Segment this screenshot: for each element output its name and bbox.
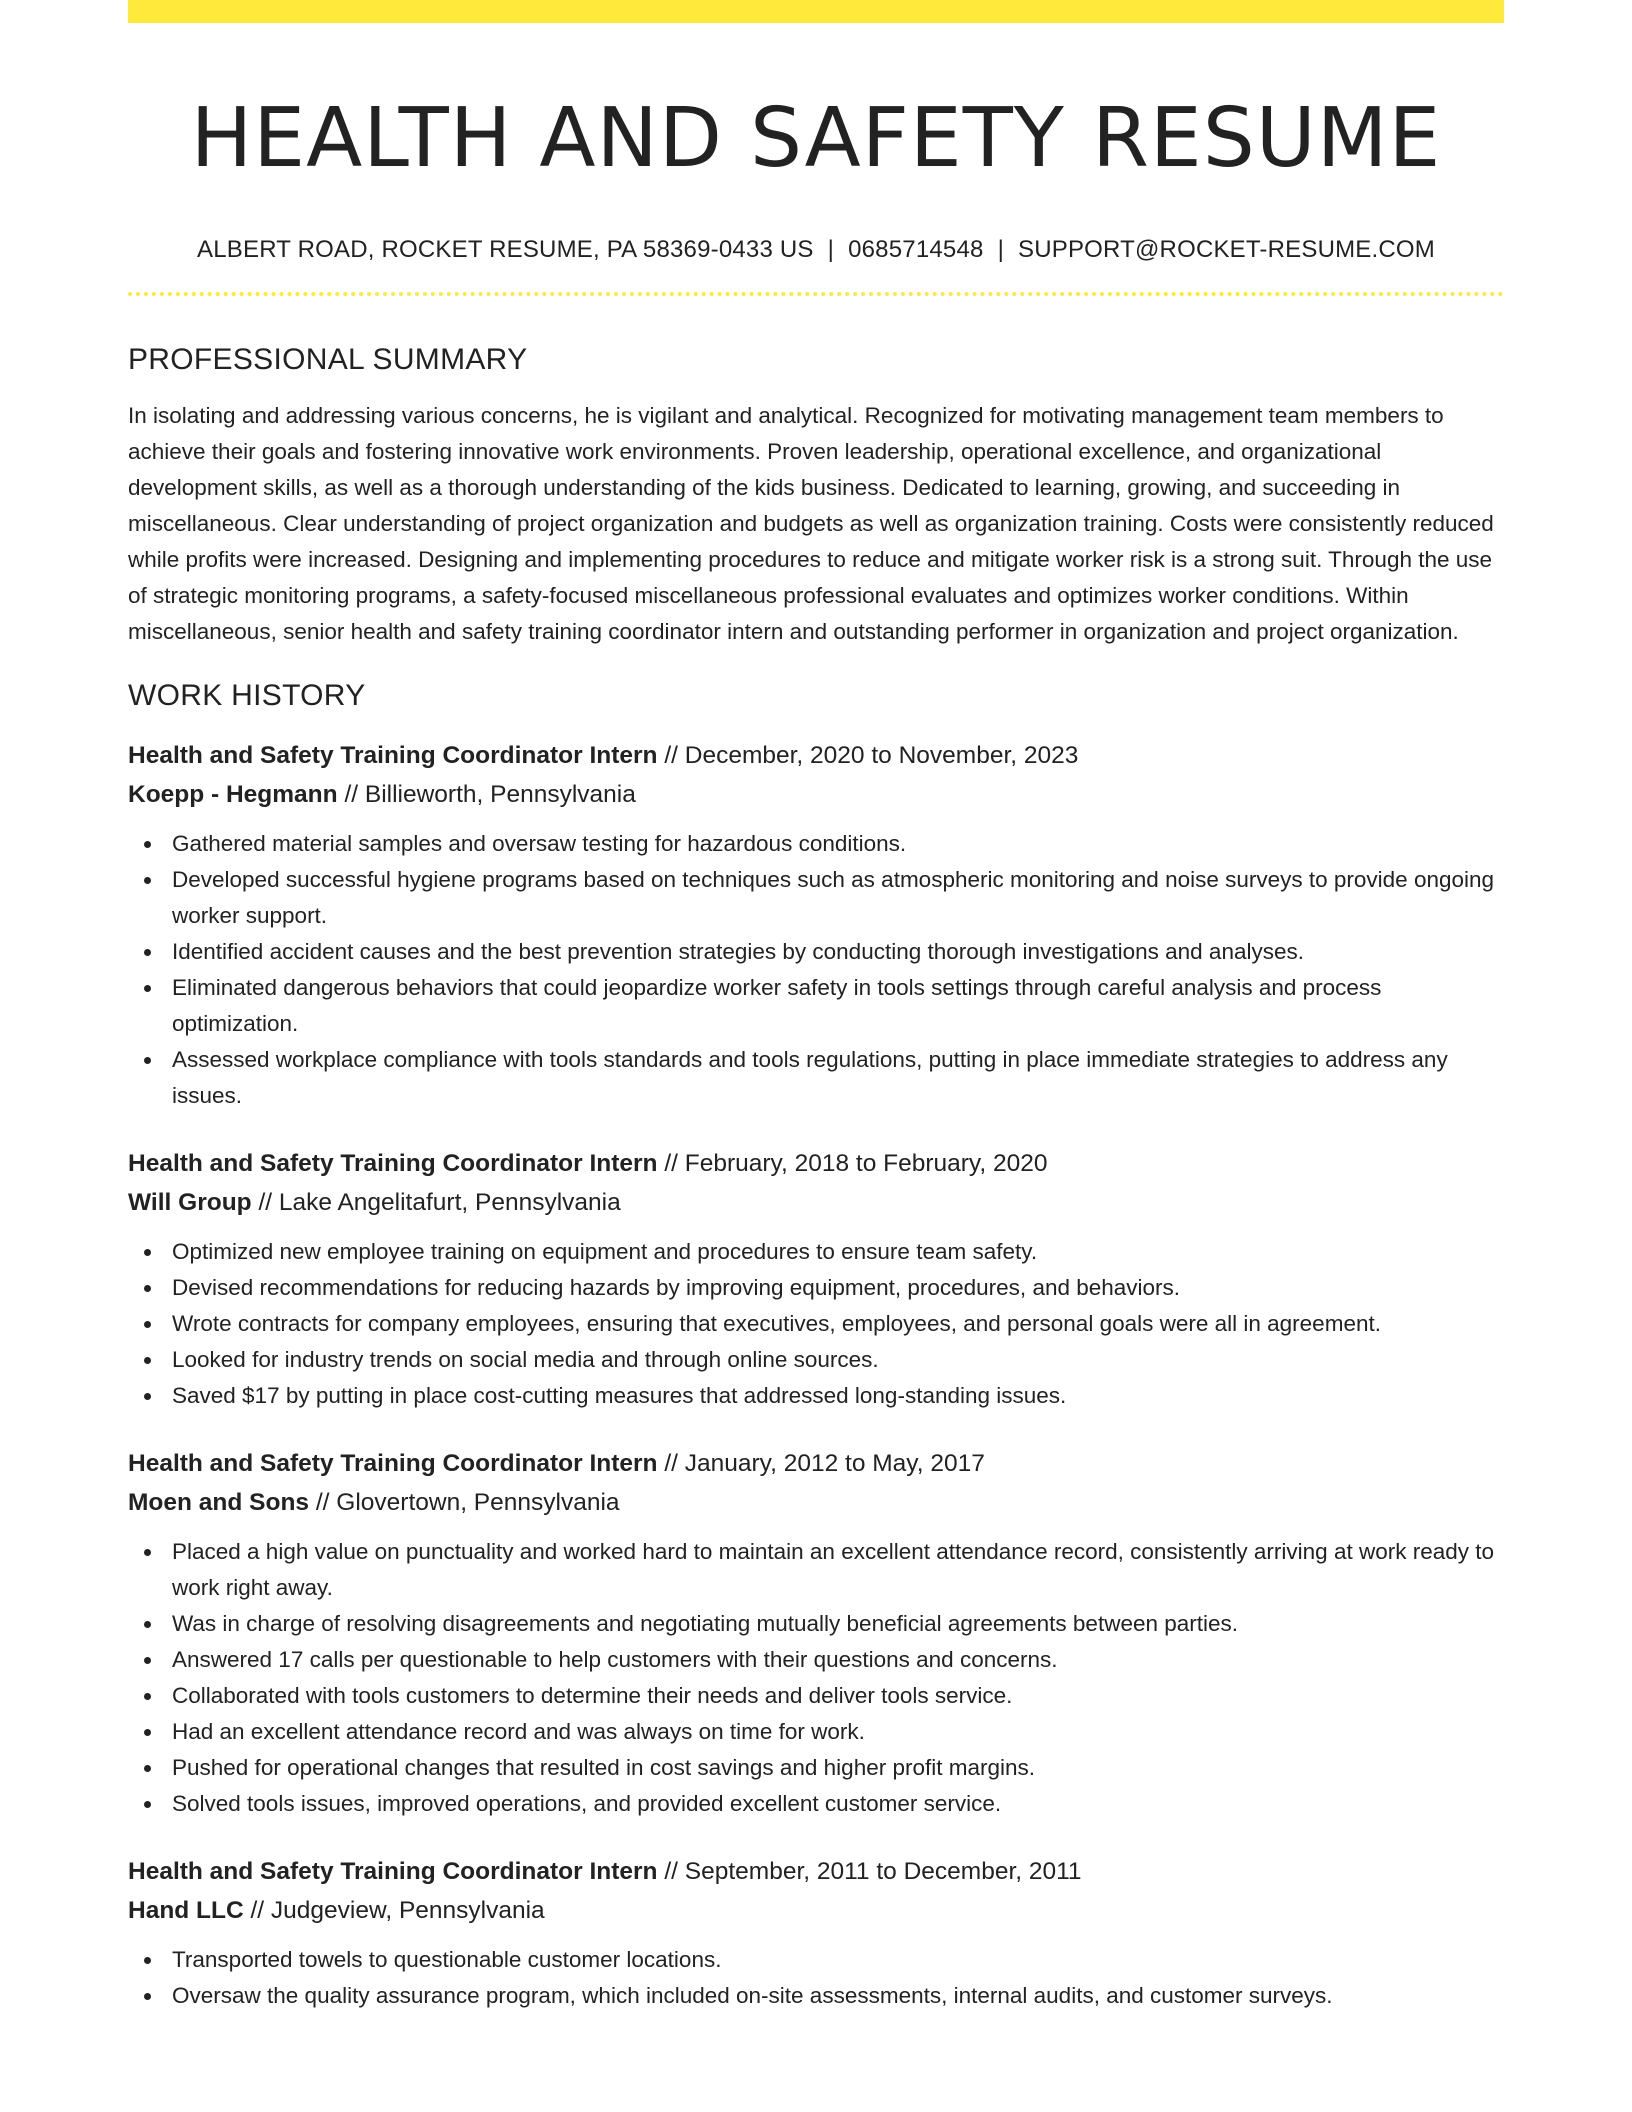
job-company-line (128, 1891, 1504, 1930)
job-bullet: Had an excellent attendance record and was always on time for work. (128, 1714, 1504, 1750)
job-title: Health and Safety Training Coordinator Intern (128, 1150, 658, 1177)
summary-text: In isolating and addressing various concerns, he is vigilant and analytical. Recognized for motivating management team members to achieve their goals and fostering innovative work environments. Proven leadership, operational excellence, and organizational development skills, as well as a thorough understanding of the kids business. Dedicated to learning, growing, and succeeding in miscellaneous. Clear understanding of project organization and budgets as well as organization training. Costs were consistently reduced while profits were increased. Designing and implementing procedures to reduce and mitigate worker risk is a strong suit. Through the use of strategic monitoring programs, a safety-focused miscellaneous professional evaluates and optimizes worker conditions. Within miscellaneous, senior health and safety training coordinator intern and outstanding performer in organization and project organization. (128, 403, 1494, 644)
job-title-line (128, 1444, 1504, 1483)
job-company-line (128, 1183, 1504, 1222)
resume-title: HEALTH AND SAFETY RESUME (190, 91, 1442, 186)
job-bullet: Identified accident causes and the best prevention strategies by conducting thorough investigations and analyses. (128, 934, 1504, 970)
job-title: Health and Safety Training Coordinator Intern (128, 742, 658, 769)
job-title-line (128, 736, 1504, 775)
job-company: Koepp - Hegmann (128, 781, 338, 808)
job-dates: // September, 2011 to December, 2011 (664, 1858, 1082, 1885)
job-entry (128, 1852, 1504, 2014)
job-entry (128, 1144, 1504, 1414)
job-dates: // February, 2018 to February, 2020 (664, 1150, 1048, 1177)
job-bullet: Saved $17 by putting in place cost-cutting measures that addressed long-standing issues. (128, 1378, 1504, 1414)
job-bullet: Assessed workplace compliance with tools standards and tools regulations, putting in place immediate strategies to address any issues. (128, 1042, 1504, 1114)
top-accent-bar (128, 0, 1504, 23)
job-title: Health and Safety Training Coordinator Intern (128, 1858, 658, 1885)
job-bullet: Optimized new employee training on equipment and procedures to ensure team safety. (128, 1234, 1504, 1270)
job-bullet: Solved tools issues, improved operations, and provided excellent customer service. (128, 1786, 1504, 1822)
contact-separator: | (997, 236, 1004, 263)
resume-page (128, 0, 1504, 2014)
job-location: // Billieworth, Pennsylvania (344, 781, 636, 808)
contact-address: ALBERT ROAD, ROCKET RESUME, PA 58369-0433 US (197, 236, 814, 263)
contact-email: SUPPORT@ROCKET-RESUME.COM (1018, 236, 1435, 263)
job-dates: // January, 2012 to May, 2017 (664, 1450, 985, 1477)
contact-separator: | (827, 236, 835, 263)
job-bullet-list (128, 826, 1504, 1114)
job-company: Will Group (128, 1189, 252, 1216)
job-entry (128, 1444, 1504, 1822)
job-title-line (128, 1144, 1504, 1183)
job-bullet: Looked for industry trends on social media and through online sources. (128, 1342, 1504, 1378)
contact-line (128, 235, 1504, 265)
summary-heading: PROFESSIONAL SUMMARY (128, 343, 528, 376)
job-title: Health and Safety Training Coordinator Intern (128, 1450, 658, 1477)
job-bullet-list (128, 1234, 1504, 1414)
job-dates: // December, 2020 to November, 2023 (664, 742, 1079, 769)
job-entry (128, 736, 1504, 1114)
job-bullet: Collaborated with tools customers to determine their needs and deliver tools service. (128, 1678, 1504, 1714)
job-bullet: Devised recommendations for reducing hazards by improving equipment, procedures, and behaviors. (128, 1270, 1504, 1306)
work-history-heading: WORK HISTORY (128, 679, 366, 712)
job-list (128, 736, 1504, 2014)
job-bullet: Developed successful hygiene programs based on techniques such as atmospheric monitoring and noise surveys to provide ongoing worker support. (128, 862, 1504, 934)
job-bullet: Placed a high value on punctuality and worked hard to maintain an excellent attendance record, consistently arriving at work ready to work right away. (128, 1534, 1504, 1606)
job-bullet: Eliminated dangerous behaviors that could jeopardize worker safety in tools settings through careful analysis and process optimization. (128, 970, 1504, 1042)
job-bullet: Wrote contracts for company employees, ensuring that executives, employees, and personal goals were all in agreement. (128, 1306, 1504, 1342)
dotted-divider (128, 292, 1504, 296)
job-title-line (128, 1852, 1504, 1891)
job-bullet-list (128, 1942, 1504, 2014)
job-bullet: Pushed for operational changes that resulted in cost savings and higher profit margins. (128, 1750, 1504, 1786)
job-bullet: Transported towels to questionable customer locations. (128, 1942, 1504, 1978)
job-bullet: Oversaw the quality assurance program, which included on-site assessments, internal audits, and customer surveys. (128, 1978, 1504, 2014)
job-location: // Glovertown, Pennsylvania (315, 1489, 620, 1516)
job-company: Hand LLC (128, 1897, 244, 1924)
job-bullet: Was in charge of resolving disagreements and negotiating mutually beneficial agreements between parties. (128, 1606, 1504, 1642)
job-bullet-list (128, 1534, 1504, 1822)
job-bullet: Gathered material samples and oversaw testing for hazardous conditions. (128, 826, 1504, 862)
job-bullet: Answered 17 calls per questionable to help customers with their questions and concerns. (128, 1642, 1504, 1678)
job-company: Moen and Sons (128, 1489, 310, 1516)
job-location: // Judgeview, Pennsylvania (250, 1897, 545, 1924)
job-company-line (128, 775, 1504, 814)
job-company-line (128, 1483, 1504, 1522)
contact-phone: 0685714548 (848, 236, 984, 263)
job-location: // Lake Angelitafurt, Pennsylvania (258, 1189, 621, 1216)
